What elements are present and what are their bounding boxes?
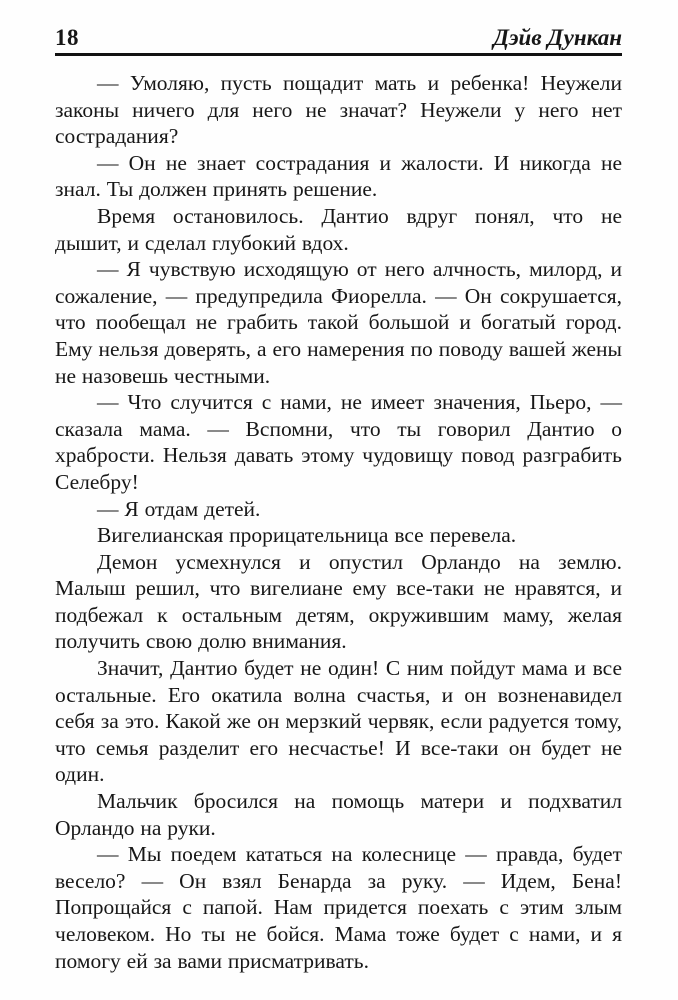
paragraph: Время остановилось. Дантио вдруг понял, что не дышит, и сделал глубокий вдох. — [55, 203, 622, 255]
running-title-author: Дэйв Дункан — [493, 25, 622, 50]
paragraph: Демон усмехнулся и опустил Орландо на землю. Малыш решил, что вигелиане ему все-таки не нравятся, и подбежал к остальным детям, окружившим маму, желая получить свою долю внимания. — [55, 549, 622, 654]
paragraph: — Он не знает сострадания и жалости. И никогда не знал. Ты должен принять решение. — [55, 150, 622, 202]
paragraph: — Я чувствую исходящую от него алчность, милорд, и сожаление, — предупредила Фиорелла. — Он сокрушается, что пообещал не грабить такой большой и богатый город. Ему нельзя доверять, а его намерения по поводу вашей жены не назовешь честными. — [55, 257, 622, 388]
running-header — [55, 26, 622, 50]
paragraph: — Что случится с нами, не имеет значения, Пьеро, — сказала мама. — Вспомни, что ты говорил Дантио о храбрости. Нельзя давать этому чудовищу повод разграбить Селебру! — [55, 390, 622, 494]
paragraph: — Умоляю, пусть пощадит мать и ребенка! Неужели законы ничего для него не значат? Неужели у него нет сострадания? — [55, 71, 622, 149]
paragraph: Значит, Дантио будет не один! С ним пойдут мама и все остальные. Его окатила волна счастья, и он возненавидел себя за это. Какой же он мерзкий червяк, если радуется тому, что семья разделит его несчастье! И все-таки он будет не один. — [55, 656, 622, 787]
page-number: 18 — [55, 25, 79, 50]
paragraph: — Я отдам детей. — [97, 496, 261, 521]
header-rule — [55, 53, 622, 56]
page-body-text — [55, 70, 622, 974]
paragraph: Вигелианская прорицательница все перевела. — [97, 523, 517, 548]
paragraph: Мальчик бросился на помощь матери и подхватил Орландо на руки. — [55, 789, 622, 840]
paragraph: — Мы поедем кататься на колеснице — правда, будет весело? — Он взял Бенарда за руку. — Идем, Бена! Попрощайся с папой. Нам придется поехать с этим злым человеком. Но ты не бойся. Мама тоже будет с нами, и я помогу ей за вами присматривать. — [55, 842, 622, 973]
